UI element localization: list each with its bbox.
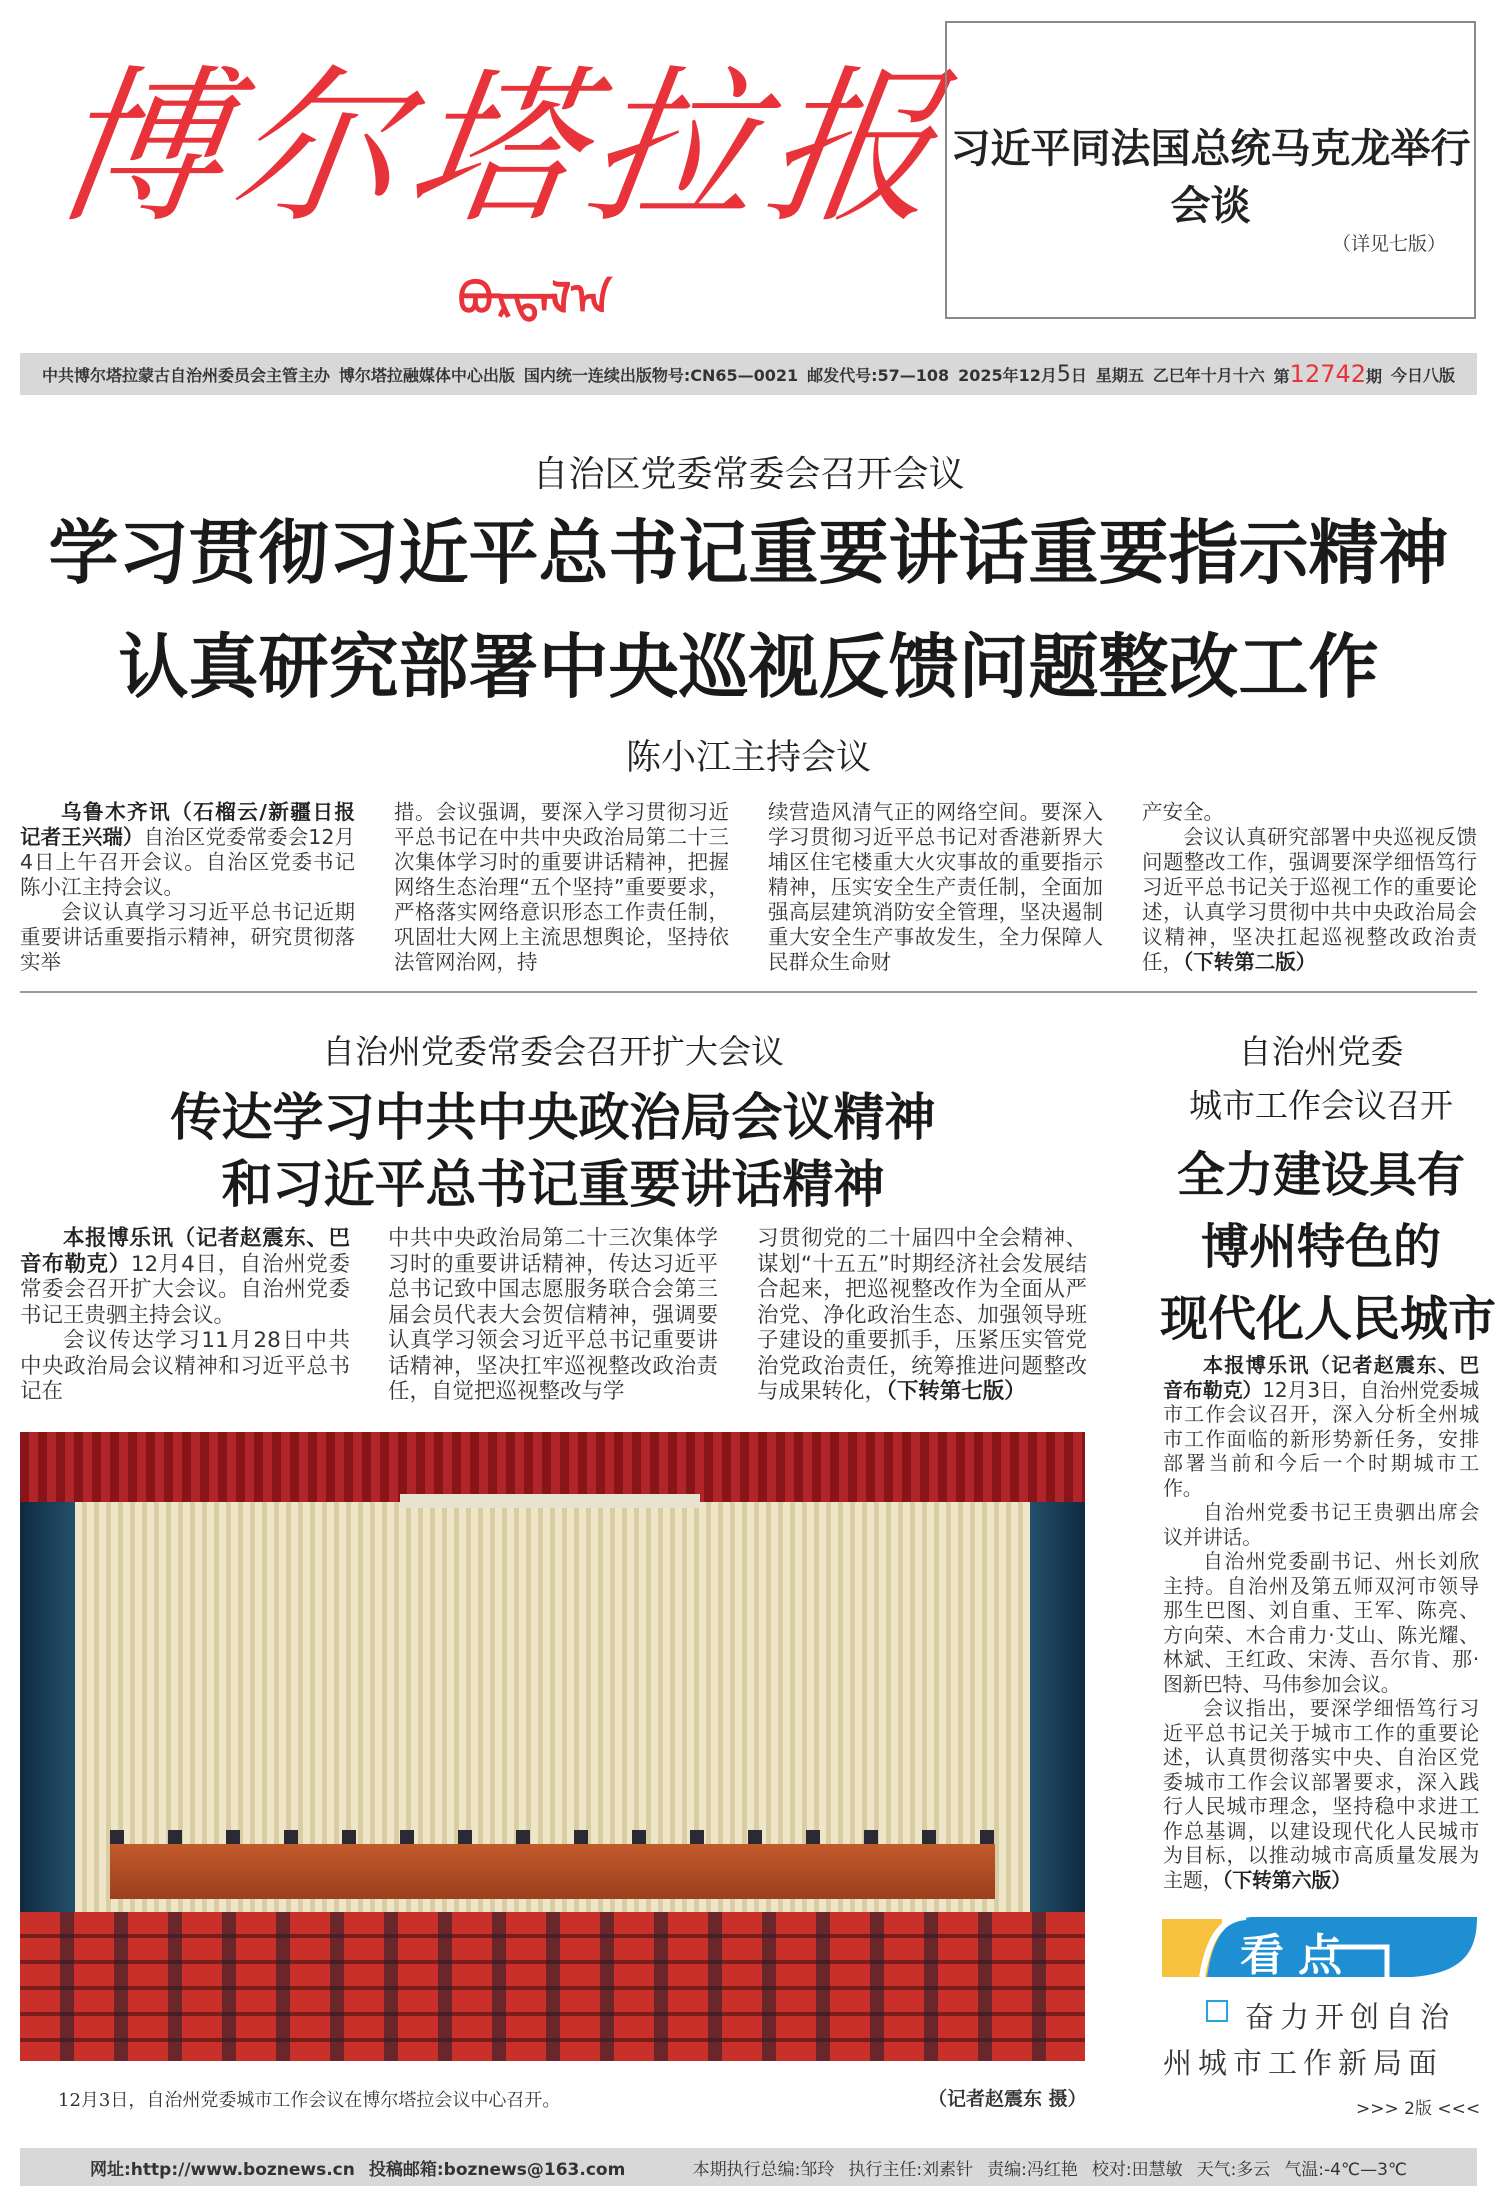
paragraph-text: 措。会议强调，要深入学习贯彻习近平总书记在中共中央政治局第二十三次集体学习时的重要讲话精神，把握网络生态治理“五个坚持”重要要求，严格落实网络意识形态工作责任制，巩固壮大网上主流思想舆论，坚持依法管网治网，持 [394,800,729,974]
weekday: 星期五 [1095,365,1144,385]
footer-exec-director: 执行主任:刘素针 [848,2159,974,2180]
footer-chief-editor: 本期执行总编:邹玲 [692,2159,835,2180]
paragraph-text: 会议指出，要深学细悟笃行习近平总书记关于城市工作的重要论述，认真贯彻落实中央、自治区党委城市工作会议部署要求，深入践行人民城市理念，坚持稳中求进工作总基调，以建设现代化人民城市为目标，以推动城市高质量发展为主题， [1163,1696,1479,1892]
top-news-headline[interactable]: 习近平同法国总统马克龙举行会谈 [950,126,1471,229]
lead-headline-1[interactable]: 学习贯彻习近平总书记重要讲话重要指示精神 [48,512,1449,594]
continued-note: （下转第六版） [1222,1867,1352,1892]
continued-note: （下转第七版） [886,1379,1026,1404]
paragraph-text: 会议认真学习习近平总书记近期重要讲话重要指示精神，研究贯彻落实举 [20,900,355,974]
postal-code: 邮发代号:57—108 [807,365,950,385]
paragraph [20,1226,350,1328]
lead-column-2 [394,800,729,975]
meeting-photo[interactable] [20,1432,1085,2061]
footer-band [20,2148,1477,2186]
footer-proofreader: 校对:田慧敏 [1091,2159,1183,2180]
paragraph [1142,825,1477,975]
paragraph [1163,1549,1479,1696]
second-column-1 [20,1226,350,1405]
paragraph-text: 会议认真研究部署中央巡视反馈问题整改工作，强调要深学细悟笃行习近平总书记关于巡视工作的重要论述，认真学习贯彻中共中央政治局会议精神，坚决扛起巡视整改政治责任， [1142,825,1477,974]
side-kicker-2: 城市工作会议召开 [1189,1086,1453,1125]
photo-credit: （记者赵震东 摄） [928,2088,1087,2110]
side-headline-2[interactable]: 博州特色的 [1200,1219,1441,1275]
paragraph-text: 自治区党委常委会12月4日上午召开会议。自治区党委书记陈小江主持会议。 [20,825,355,899]
issue-number: 第12742期 [1273,360,1383,388]
left-curtain [20,1502,75,1922]
second-column-3 [757,1226,1087,1405]
second-column-2 [388,1226,718,1405]
paragraph [20,1328,350,1405]
second-kicker: 自治州党委常委会召开扩大会议 [322,1032,784,1071]
footer-editor: 责编:冯红艳 [987,2159,1078,2180]
right-curtain [1030,1502,1085,1922]
rostrum-table [110,1844,995,1899]
paragraph-text: 中共中央政治局第二十三次集体学习时的重要讲话精神，传达习近平总书记致中国志愿服务联合会第三届会员代表大会贺信精神，强调要认真学习领会习近平总书记重要讲话精神，坚决扛牢巡视整改政治责任，自觉把巡视整改与学 [388,1226,718,1404]
date: 2025年12月5日 [958,361,1087,387]
dateline: 乌鲁木齐讯（石榴云/新疆日报记者王兴瑞） [20,800,355,849]
paragraph-text: 续营造风清气正的网络空间。要深入学习贯彻习近平总书记对香港新界大埔区住宅楼重大火灾事故的重要指示精神，压实安全生产责任制，全面加强高层建筑消防安全管理，坚决遏制重大安全生产事故发生，全力保障人民群众生命财 [768,800,1103,974]
paragraph [20,900,355,975]
lead-subhead: 陈小江主持会议 [625,738,871,778]
paragraph-text: 习贯彻党的二十届四中全会精神、谋划“十五五”时期经济社会发展结合起来，把巡视整改作为全面从严治党、净化政治生态、加强领导班子建设的重要抓手，压紧压实管党治党政治责任，统筹推进问题整改与成果转化， [757,1226,1087,1404]
continued-note: （下转第二版） [1183,950,1317,974]
red-valance [20,1432,1085,1502]
paragraph-text: 12月3日，自治州党委城市工作会议召开，深入分析全州城市工作面临的新形势新任务，安排部署当前和今后一个时期城市工作。 [1163,1377,1479,1500]
paragraph [388,1226,718,1405]
top-news-box[interactable] [945,21,1476,319]
paragraph-text: 自治州党委副书记、州长刘欣主持。自治州及第五师双河市领导那生巴图、刘自重、王军、陈亮、方向荣、木合甫力·艾山、陈光耀、林斌、王红政、宋涛、吾尔肯、那·图新巴特、马伟参加会议。 [1163,1549,1479,1696]
side-kicker-1: 自治州党委 [1238,1032,1404,1071]
cn-number: 国内统一连续出版物号:CN65—0021 [523,365,799,385]
side-headline-3[interactable]: 现代化人民城市 [1160,1291,1497,1347]
page-count: 今日八版 [1390,365,1455,385]
footer-temperature: 气温:-4℃—3℃ [1284,2159,1407,2180]
audience-people [20,1912,1085,2061]
mongolian-logo-text: ᠪᠣᠷᠲᠠᠯ᠎ᠠ [457,274,613,325]
paragraph [20,800,355,900]
highlights-title: 看点 [1240,1930,1356,1981]
footer-weather: 天气:多云 [1196,2159,1271,2180]
lead-headline-2[interactable]: 认真研究部署中央巡视反馈问题整改工作 [118,626,1379,708]
paragraph [394,800,729,975]
highlights-banner [1162,1913,1477,1981]
lead-column-3 [768,800,1103,975]
paragraph [1142,800,1477,825]
lead-column-4 [1142,800,1477,975]
newspaper-logo: 博尔塔拉报 [42,50,960,246]
publisher: 博尔塔拉融媒体中心出版 [338,365,515,385]
paragraph-text: 会议传达学习11月28日中共中央政治局会议精神和习近平总书记在 [20,1328,350,1404]
highlights-item[interactable]: 奋力开创自治州城市工作新局面 [1163,2000,1456,2080]
paragraph [768,800,1103,975]
footer-website[interactable]: 网址:http://www.boznews.cn [90,2159,355,2180]
paragraph-text: 产安全。 [1142,800,1224,824]
side-column [1163,1353,1479,1892]
photo-caption: 12月3日，自治州党委城市工作会议在博尔塔拉会议中心召开。 [58,2090,561,2111]
highlights-page-ref[interactable]: >>> 2版 <<< [1356,2099,1481,2119]
paragraph [1163,1500,1479,1549]
second-headline-2[interactable]: 和习近平总书记重要讲话精神 [221,1156,885,1215]
masthead-info-band [20,353,1477,395]
lead-kicker: 自治区党委常委会召开会议 [532,454,965,495]
top-news-see-page: （详见七版） [1331,233,1446,255]
paragraph [757,1226,1087,1405]
footer-email[interactable]: 投稿邮箱:boznews@163.com [368,2159,626,2180]
dateline: 本报博乐讯（记者赵震东、巴音布勒克） [20,1226,350,1277]
paragraph [1163,1696,1479,1892]
section-divider [20,991,1477,993]
paragraph-text: 12月4日，自治州党委常委会召开扩大会议。自治州党委书记王贵驷主持会议。 [20,1251,350,1328]
lead-column-1 [20,800,355,975]
lunar-date: 乙巳年十月十六 [1152,365,1265,385]
second-headline-1[interactable]: 传达学习中共中央政治局会议精神 [170,1089,936,1148]
stage-banner [400,1494,700,1508]
sponsor: 中共博尔塔拉蒙古自治州委员会主管主办 [42,365,331,385]
paragraph [1163,1353,1479,1500]
side-headline-1[interactable]: 全力建设具有 [1176,1147,1465,1203]
paragraph-text: 自治州党委书记王贵驷出席会议并讲话。 [1163,1500,1479,1549]
dateline: 本报博乐讯（记者赵震东、巴音布勒克） [1163,1353,1479,1402]
